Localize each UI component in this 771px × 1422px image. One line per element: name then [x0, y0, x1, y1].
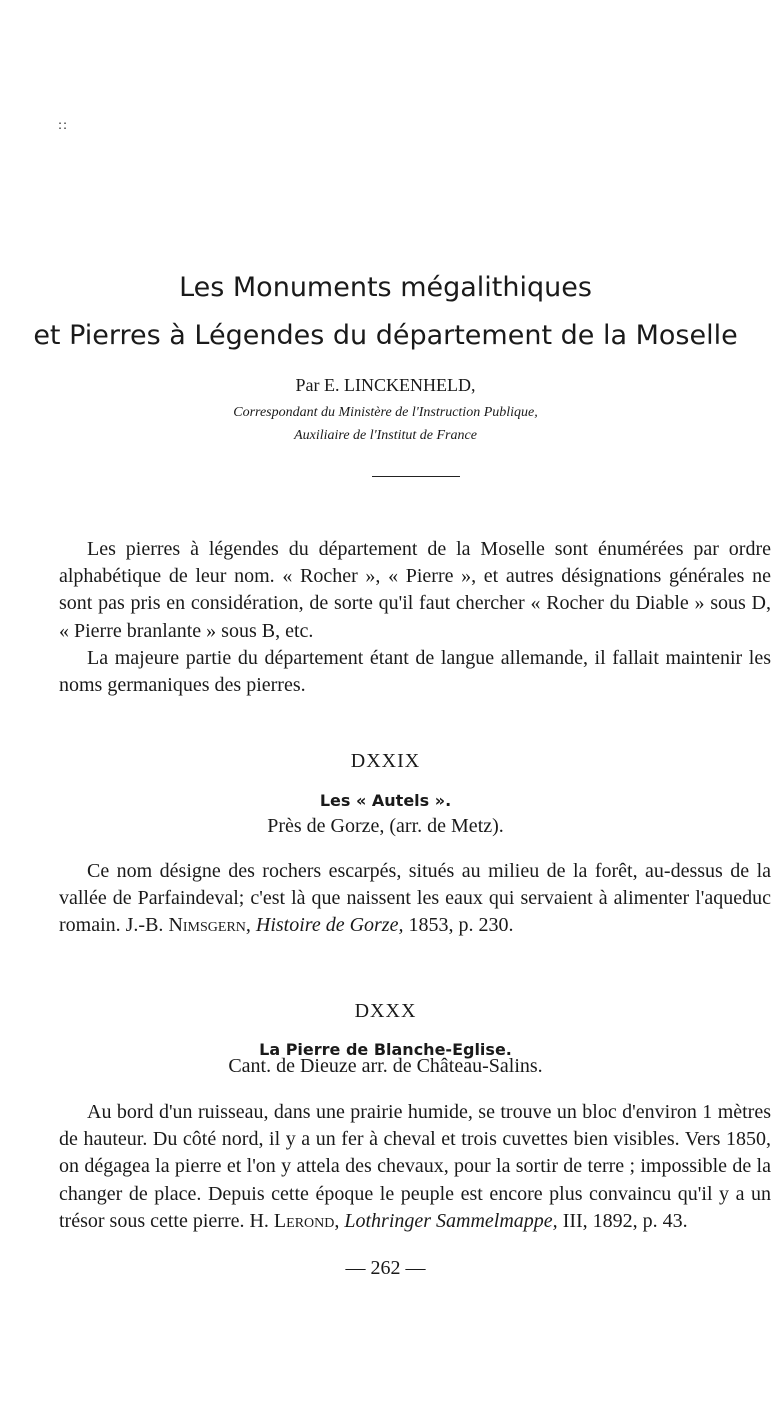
reference-title: Lothringer Sammelmappe,: [344, 1209, 558, 1232]
entry-body: [59, 858, 771, 940]
entry-body: [59, 1099, 771, 1235]
title-rule-divider: [372, 476, 460, 477]
entry-heading: La Pierre de Blanche-Eglise.: [259, 1040, 512, 1059]
entry-location: Près de Gorze, (arr. de Metz).: [267, 815, 504, 837]
author-affiliation-2: Auxiliaire de l'Institut de France: [294, 428, 477, 443]
reference-author: Lerond,: [273, 1209, 340, 1232]
page-number: — 262 —: [345, 1257, 426, 1280]
intro-paragraph-2: La majeure partie du département étant de langue allemande, il fallait maintenir les noms germaniques des pierres.: [59, 646, 771, 697]
entry-location: Cant. de Dieuze arr. de Château-Salins.: [228, 1055, 543, 1077]
title-line-1: Les Monuments mégalithiques: [179, 272, 592, 303]
intro-paragraph-1: Les pierres à légendes du département de la Moselle sont énumérées par ordre alphabétique de leur nom. « Rocher », « Pierre », et autres désignations générales ne sont pas pris en considération, de sorte qu'il faut chercher « Rocher du Diable » sous D, « Pierre branlante » sous B, etc.: [59, 538, 771, 642]
reference-details: 1853, p. 230.: [408, 914, 514, 937]
entry-paragraph: [59, 858, 771, 940]
entry-text: Au bord d'un ruisseau, dans une prairie humide, se trouve un bloc d'environ 1 mètres de hauteur. Du côté nord, il y a un fer à cheval et trois cuvettes bien visibles. Vers 1850, on dégagea la pierre et l'on y attela des chevaux, pour la sortir de terre ; impossible de la changer de place. Depuis cette époque le peuple est encore plus convaincu qu'il y a un trésor sous cette pierre. H.: [59, 1101, 771, 1232]
printer-marks: ::: [58, 118, 69, 132]
entry-number: DXXIX: [350, 750, 421, 772]
entry-text: Ce nom désigne des rochers escarpés, situés au milieu de la forêt, au-dessus de la vallée de Parfaindeval; c'est là que naissent les eaux qui servaient à alimenter l'aqueduc romain. J.-B.: [59, 860, 771, 937]
author-byline: Par E. LINCKENHELD,: [295, 375, 476, 395]
reference-author: Nimsgern,: [168, 914, 251, 937]
entry-heading: Les « Autels ».: [319, 791, 452, 810]
author-affiliation-1: Correspondant du Ministère de l'Instruction Publique,: [233, 405, 538, 420]
title-line-2: et Pierres à Légendes du département de la Moselle: [33, 320, 738, 351]
entry-number: DXXX: [354, 1000, 417, 1022]
reference-details: III, 1892, p. 43.: [562, 1209, 688, 1232]
reference-title: Histoire de Gorze,: [255, 914, 404, 937]
intro-section: [59, 536, 771, 699]
entry-paragraph: [59, 1099, 771, 1235]
